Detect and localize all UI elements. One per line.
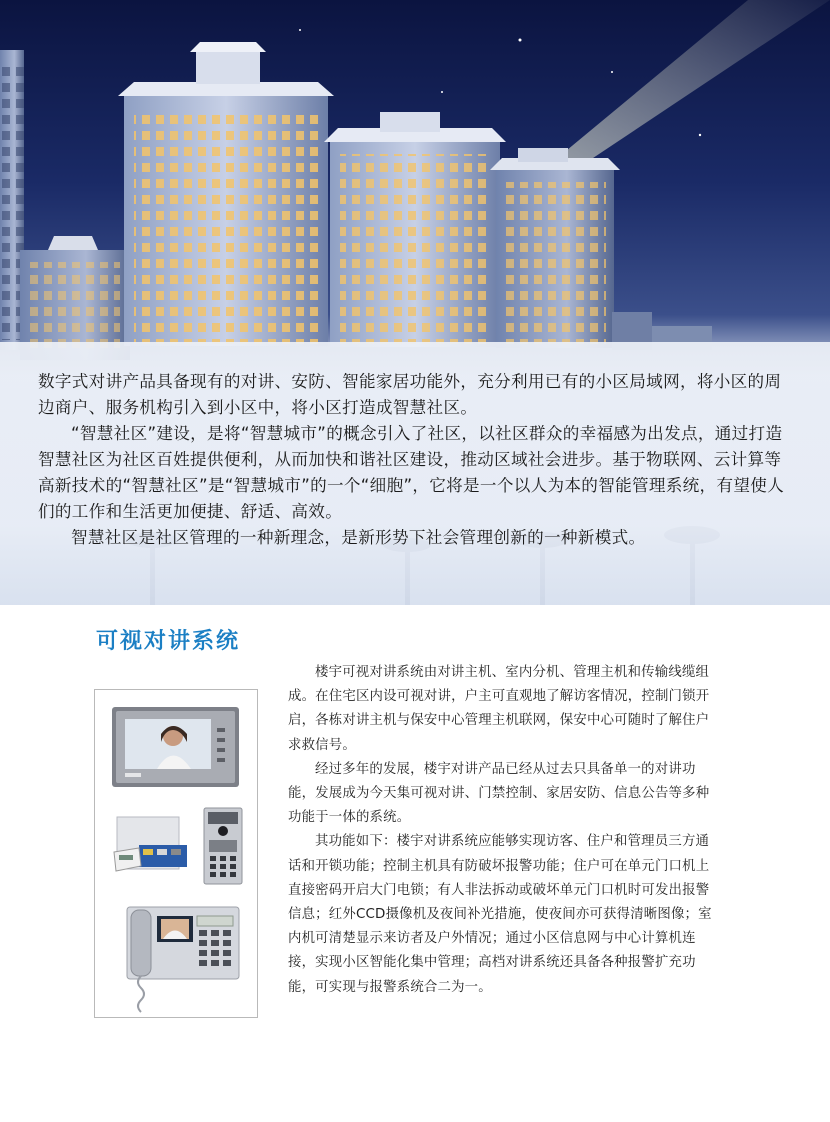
hero-intro-text bbox=[38, 369, 786, 551]
indoor-handset-unit-image bbox=[127, 907, 239, 1012]
hero-paragraph-2: “智慧社区”建设，是将“智慧城市”的概念引入了社区，以社区群众的幸福感为出发点，通过打造智慧社区为社区百姓提供便利，从而加快和谐社区建设，推动区域社会进步。基于物联网、云计算等高新技术的“智慧社区”是“智慧城市”的一个“细胞”，它将是一个以人为本的智能管理系统，有望使人们的工作和生活更加便捷、舒适、高效。 bbox=[38, 424, 785, 521]
intercom-description bbox=[288, 661, 720, 1000]
hero-paragraph-1: 数字式对讲产品具备现有的对讲、安防、智能家居功能外，充分利用已有的小区局域网，将小区的周边商户、服务机构引入到小区中，将小区打造成智慧社区。 bbox=[38, 372, 782, 417]
intercom-products-illustration bbox=[95, 690, 257, 1017]
management-host-image bbox=[114, 817, 187, 871]
product-image-panel bbox=[94, 689, 258, 1018]
description-paragraph-1: 楼宇可视对讲系统由对讲主机、室内分机、管理主机和传输线缆组成。在住宅区内设可视对讲，户主可直观地了解访客情况，控制门锁开启，各栋对讲主机与保安中心管理主机联网，保安中心可随时了解住户求救信号。 bbox=[288, 665, 710, 753]
section-title: 可视对讲系统 bbox=[96, 629, 241, 654]
description-paragraph-3: 其功能如下：楼宇对讲系统应能够实现访客、住户和管理员三方通话和开锁功能；控制主机具有防破坏报警功能；住户可在单元门口机上直接密码开启大门电锁；有人非法拆动或破坏单元门口机时可发出报警信息；红外CCD摄像机及夜间补光措施，使夜间亦可获得清晰图像；室内机可清楚显示来访者及户外情况；通过小区信息网与中心计算机连接，实现小区智能化集中管理；高档对讲系统还具备各种报警扩充功能，可实现与报警系统合二为一。 bbox=[288, 834, 712, 995]
hero-paragraph-3: 智慧社区是社区管理的一种新理念，是新形势下社会管理创新的一种新模式。 bbox=[71, 528, 646, 547]
description-paragraph-2: 经过多年的发展，楼宇对讲产品已经从过去只具备单一的对讲功能，发展成为今天集可视对讲、门禁控制、家居安防、信息公告等多种功能于一体的系统。 bbox=[288, 761, 710, 826]
indoor-monitor-image bbox=[112, 707, 239, 787]
door-station-image bbox=[204, 808, 242, 884]
